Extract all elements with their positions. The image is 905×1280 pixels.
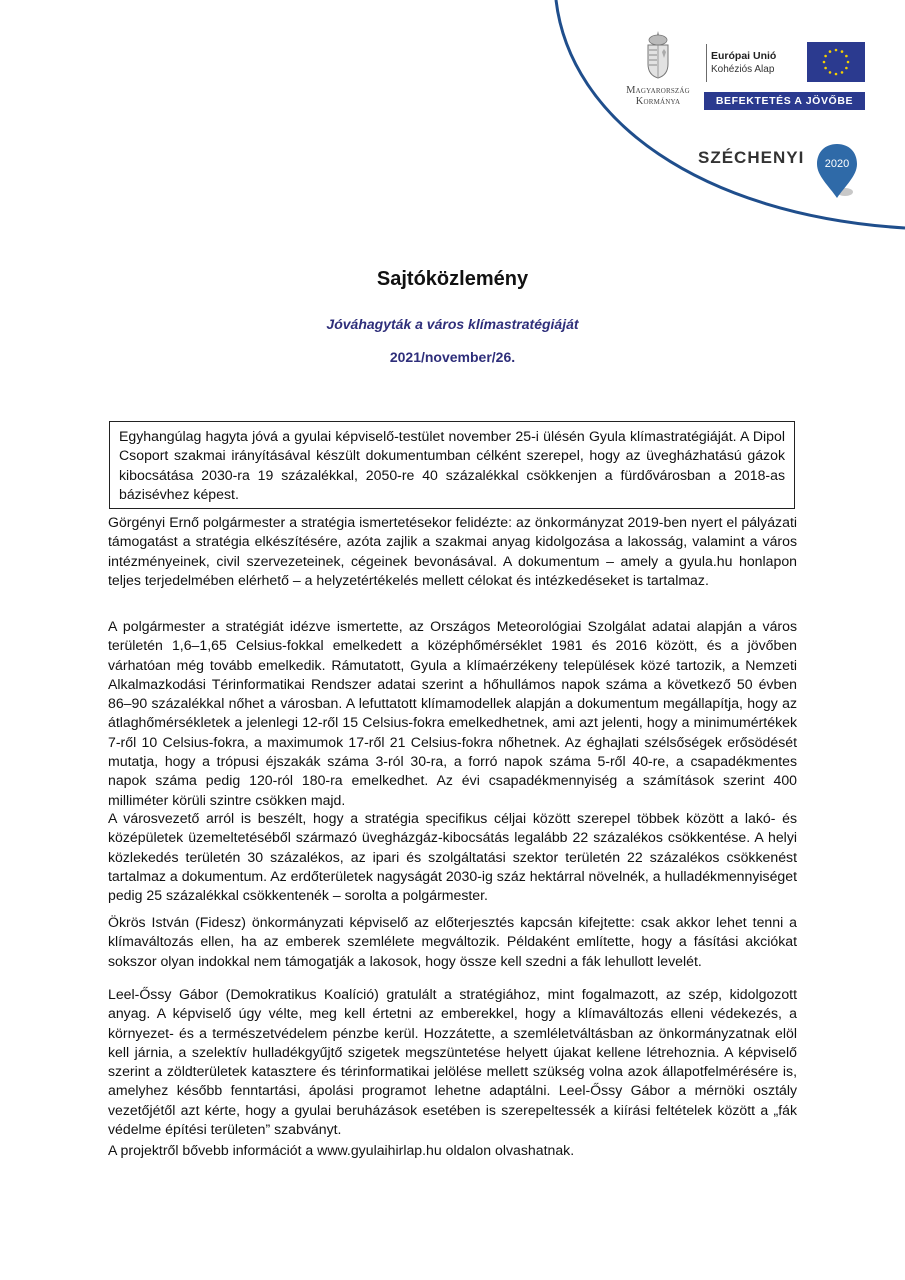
paragraph-1: Görgényi Ernő polgármester a stratégia ismertetésekor felidézte: az önkormányzat 2019-ben nyert el pályázati támogatást a stratégia elkészítésére, azóta zajlik a szakmai anyag kidolgozása a lakosság, valamint a város intézményeinek, civil szervezeteinek, cégeinek bevonásával. A dokumentum – amely a gyula.hu honlapon teljes terjedelmében elérhető – a helyzetértékelés mellett célokat és intézkedéseket is tartalmaz. (108, 514, 797, 588)
program-year: 2020 (824, 158, 850, 170)
decorative-arc (0, 0, 905, 260)
eu-fund-label (711, 49, 776, 77)
eu-title: Európai Unió (711, 50, 777, 62)
hungarian-coat-of-arms-icon (644, 30, 672, 80)
logo-divider (706, 44, 707, 82)
lead-paragraph-box: Egyhangúlag hagyta jóvá a gyulai képviselő-testület november 25-i ülésén Gyula klímastratégiáját. A Dipol Csoport szakmai irányításával készült dokumentumban célként szerepel, hogy az üvegházhatású gázok kibocsátása 2030-ra 19 százalékkal, 2050-re 40 százalékkal csökkenjen a fürdővárosban a 2018-as bázisévhez képest. (109, 421, 795, 509)
paragraph-2: A polgármester a stratégiát idézve ismertette, az Országos Meteorológiai Szolgálat adatai alapján a város területén 1,6–1,65 Celsius-fokkal emelkedett a középhőmérséklet 1981 és 2016 között, és a jövőben várhatóan még tovább emelkedik. Rámutatott, Gyula a klímaérzékeny települések közé tartozik, a Nemzeti Alkalmazkodási Térinformatikai Rendszer adatai szerint a hőhullámos napok száma a következő 50 évben 86–90 százalékkal nőhet a városban. A lefuttatott klímamodellek alapján a dokumentum megállapítja, hogy az átlaghőmérsékletek a jelenlegi 12-ről 15 Celsius-fokra emelkedhetnek, ami azt jelenti, hogy a minimumértékek 7-ről 10 Celsius-fokra, a maximumok 17-ről 21 Celsius-fokra nőhetnek. Az éghajlati szélsőségek erősödését mutatja, hogy a trópusi éjszakák száma 3-ról 30-ra, a forró napok száma 5-ről 40-re, a csapadékmentes napok száma pedig 120-ról 180-ra emelkedhet. Az évi csapadékmennyiség a számítások szerint 400 milliméter körüli szintre csökken majd. (108, 618, 797, 808)
hungarian-government-logo (612, 30, 704, 116)
document-date: 2021/november/26. (389, 349, 516, 365)
government-name-line2: Kormánya (635, 96, 681, 107)
eu-subtitle: Kohéziós Alap (711, 64, 775, 75)
szechenyi-logo-text: SZÉCHENYI (698, 148, 805, 167)
szechenyi-2020-pin-icon (815, 142, 859, 202)
eu-flag-icon (807, 42, 865, 82)
paragraph-6: A projektről bővebb információt a www.gyulaihirlap.hu oldalon olvashatnak. (108, 1142, 575, 1158)
document-title: Sajtóközlemény (376, 268, 529, 290)
investment-banner: BEFEKTETÉS A JÖVŐBE (704, 92, 865, 110)
government-name-line1: Magyarország (626, 85, 690, 96)
paragraph-3: A városvezető arról is beszélt, hogy a stratégia specifikus céljai között szerepel többek között a lakó- és középületek üzemeltetéséből származó üvegházgáz-kibocsátás legalább 22 százalékos csökkentése. A helyi közlekedés területén 30 százalékos, az ipari és szolgáltatási szektor területén 22 százalékos csökkenést tartalmaz a dokumentum. Az erdőterületek nagyságát 2030-ig száz hektárral növelnék, a hulladékmennyiséget pedig 25 százalékkal csökkentenék – sorolta a polgármester. (108, 810, 797, 904)
document-subtitle: Jóváhagyták a város klímastratégiáját (326, 316, 579, 332)
paragraph-5: Leel-Őssy Gábor (Demokratikus Koalíció) gratulált a stratégiához, mint fogalmazott, az szép, kidolgozott anyag. A képviselő úgy vélte, meg kell értetni az emberekkel, hogy a klímaváltozás elleni védekezés, a környezet- és a természetvédelem pénzbe kerül. Hozzátette, a szemléletváltásban az önkormányzatnak elöl kell járnia, a szelektív hulladékgyűjtő szigetek megszüntetése helyett újakat kellene létrehoznia. A képviselő szerint a zöldterületek katasztere és térinformatikai jelölése mellett szükség volna azok állapotfelmérésére is, amelyhez később fenntartási, ápolási programot lehetne adaptálni. Leel-Őssy Gábor a mérnöki osztály vezetőjétől azt kérte, hogy a gyulai beruházások esetében is szerepeltessék a kiírási feltételek között a „fák védelme építési területen” szabványt. (108, 986, 797, 1138)
paragraph-4: Ökrös István (Fidesz) önkormányzati képviselő az előterjesztés kapcsán kifejtette: csak akkor lehet tenni a klímaváltozás ellen, ha az emberek szemlélete megváltozik. Példaként említette, hogy a fásítási akciókat sokszor olyan indokkal nem támogatják a lakosok, hogy össze kell szedni a fák lehullott levelét. (108, 914, 797, 969)
